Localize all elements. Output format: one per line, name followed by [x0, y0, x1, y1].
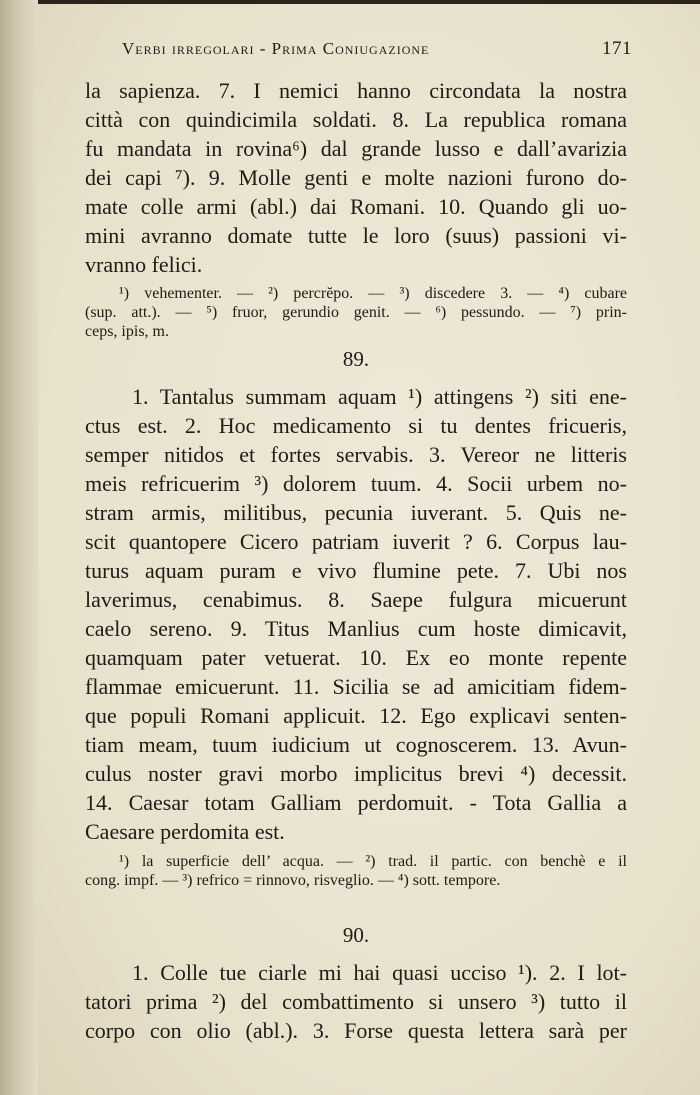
text-line: stram armis, militibus, pecunia iuverant. 5. Quis ne-: [85, 500, 627, 525]
paragraph-exercise-88-end: [85, 76, 627, 279]
footnote-line: cong. impf. — ³) refrico = rinnovo, risveglio. — ⁴) sott. tempore.: [85, 872, 501, 889]
running-header: [122, 38, 632, 60]
text-line: fu mandata in rovina⁶) dal grande lusso e dall’avarizia: [85, 136, 627, 161]
text-line: la sapienza. 7. I nemici hanno circondata la nostra: [85, 78, 627, 103]
text-line: corpo con olio (abl.). 3. Forse questa lettera sarà per: [85, 1018, 627, 1043]
text-line: turus aquam puram e vivo flumine pete. 7. Ubi nos: [85, 558, 627, 583]
text-line: mate colle armi (abl.) dai Romani. 10. Quando gli uo-: [85, 194, 627, 219]
text-line: ctus est. 2. Hoc medicamento si tu dentes fricueris,: [85, 413, 627, 438]
text-line: mini avranno domate tutte le loro (suus) passioni vi-: [85, 223, 627, 248]
text-line: 1. Tantalus summam aquam ¹) attingens ²) siti ene-: [132, 384, 627, 409]
text-line: città con quindicimila soldati. 8. La republica romana: [85, 107, 627, 132]
text-line: Caesare perdomita est.: [85, 819, 285, 844]
text-line: culus noster gravi morbo implicitus brevi ⁴) decessit.: [85, 761, 627, 786]
text-line: meis refricuerim ³) dolorem tuum. 4. Socii urbem no-: [85, 471, 627, 496]
text-line: tatori prima ²) del combattimento si unsero ³) tutto il: [85, 989, 627, 1014]
footnotes-89: [85, 852, 627, 890]
text-line: semper nitidos et fortes servabis. 3. Vereor ne litteris: [85, 442, 627, 467]
text-line: scit quantopere Cicero patriam iuverit ? 6. Corpus lau-: [85, 529, 627, 554]
page-number: 171: [602, 38, 632, 59]
text-line: 1. Colle tue ciarle mi hai quasi ucciso ¹). 2. I lot-: [132, 960, 627, 985]
text-line: quamquam pater vetuerat. 10. Ex eo monte repente: [85, 645, 627, 670]
footnote-line: (sup. att.). — ⁵) fruor, gerundio genit. — ⁶) pessundo. — ⁷) prin-: [85, 304, 627, 321]
text-line: flammae emicuerunt. 11. Sicilia se ad amicitiam fidem-: [85, 674, 627, 699]
exercise-number-89: 89.: [342, 347, 370, 371]
book-binding-edge: [0, 0, 38, 1095]
text-line: vranno felici.: [85, 252, 203, 277]
footnote-line: ¹) la superficie dell’ acqua. — ²) trad. il partic. con benchè e il: [119, 853, 627, 870]
text-line: que populi Romani applicuit. 12. Ego explicavi senten-: [85, 703, 627, 728]
text-line: tiam meam, tuum iudicium ut cognoscerem. 13. Avun-: [85, 732, 627, 757]
footnotes-88: [85, 284, 627, 341]
text-line: dei capi ⁷). 9. Molle genti e molte nazioni furono do-: [85, 165, 627, 190]
text-line: laverimus, cenabimus. 8. Saepe fulgura micuerunt: [85, 587, 627, 612]
header-title: Verbi irregolari - Prima Coniugazione: [122, 39, 430, 58]
exercise-number-90: 90.: [342, 923, 370, 947]
paragraph-exercise-90: [85, 958, 627, 1045]
text-line: 14. Caesar totam Galliam perdomuit. - Tota Gallia a: [85, 790, 627, 815]
text-line: caelo sereno. 9. Titus Manlius cum hoste dimicavit,: [85, 616, 627, 641]
footnote-line: ¹) vehementer. — ²) percrĕpo. — ³) discedere 3. — ⁴) cubare: [119, 285, 627, 302]
footnote-line: ceps, ipis, m.: [85, 323, 169, 340]
paragraph-exercise-89: [85, 382, 627, 846]
